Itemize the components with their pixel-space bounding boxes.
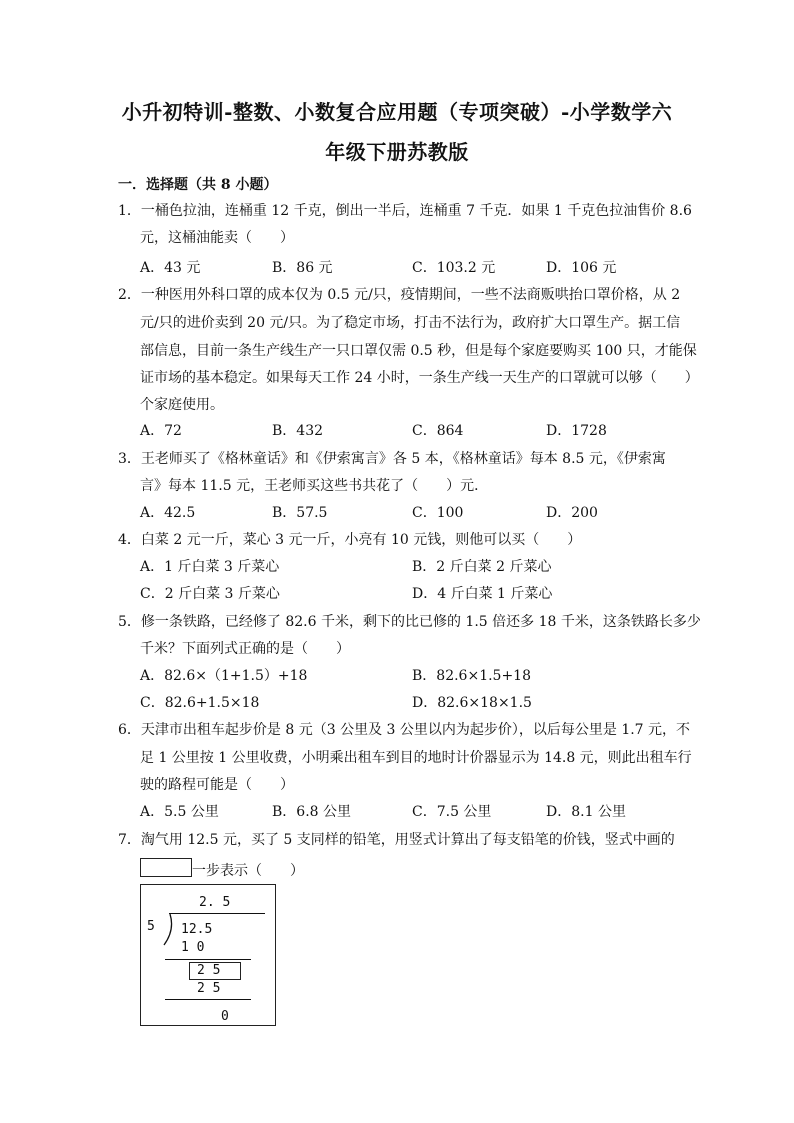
q7-line-1: 7．淘气用 12.5 元，买了 5 支同样的铅笔，用竖式计算出了每支铅笔的价钱，竖式中画的	[118, 832, 675, 848]
q5-option-d: D．82.6×18×1.5	[412, 695, 532, 711]
q6-option-c: C．7.5 公里	[412, 804, 492, 820]
q6-line-2: 足 1 公里按 1 公里收费，小明乘出租车到目的地时计价器显示为 14.8 元，则此出租车行	[140, 750, 692, 766]
q1-option-a: A．43 元	[140, 260, 201, 276]
q3-option-c: C．100	[412, 505, 464, 521]
q7-blank-box	[140, 858, 192, 877]
division-quotient: 2. 5	[199, 895, 231, 910]
q7-line-2: 一步表示（ ）	[192, 863, 304, 879]
division-boxed-digits: 2 5	[197, 963, 221, 978]
q2-line-4: 证市场的基本稳定。如果每天工作 24 小时，一条生产线一天生产的口罩就可以够（ ）	[140, 370, 699, 386]
q1-option-c: C．103.2 元	[412, 260, 496, 276]
q4-option-b: B．2 斤白菜 2 斤菜心	[412, 559, 552, 575]
q2-option-c: C．864	[412, 423, 464, 439]
q3-line-2: 言》每本 11.5 元，王老师买这些书共花了（ ）元．	[140, 478, 489, 494]
title-line-2: 年级下册苏教版	[325, 140, 469, 164]
q4-option-c: C．2 斤白菜 3 斤菜心	[140, 586, 280, 602]
q2-line-5: 个家庭使用。	[140, 397, 224, 413]
q1-option-b: B．86 元	[272, 260, 333, 276]
q4-line-1: 4．白菜 2 元一斤，菜心 3 元一斤，小亮有 10 元钱，则他可以买（ ）	[118, 532, 582, 548]
division-rule-2	[165, 999, 251, 1000]
section-heading: 一．选择题（共 8 小题）	[118, 177, 278, 193]
division-divisor: 5	[147, 919, 155, 934]
q5-option-c: C．82.6+1.5×18	[140, 695, 260, 711]
long-division-figure	[140, 884, 276, 1026]
q1-option-d: D．106 元	[546, 260, 617, 276]
q2-option-b: B．432	[272, 423, 324, 439]
q5-line-1: 5．修一条铁路，已经修了 82.6 千米，剩下的比已修的 1.5 倍还多 18 千米，这条铁路长多少	[118, 614, 701, 630]
division-step-1: 1 0	[181, 940, 205, 955]
division-bar	[169, 913, 265, 914]
title-line-1: 小升初特训-整数、小数复合应用题（专项突破）-小学数学六	[121, 100, 673, 124]
division-bracket-icon	[161, 913, 175, 947]
q4-option-a: A．1 斤白菜 3 斤菜心	[140, 559, 280, 575]
q5-option-b: B．82.6×1.5+18	[412, 668, 531, 684]
q6-option-b: B．6.8 公里	[272, 804, 352, 820]
q3-option-d: D．200	[546, 505, 598, 521]
q3-option-a: A．42.5	[140, 505, 196, 521]
q6-option-a: A．5.5 公里	[140, 804, 219, 820]
q2-line-1: 2．一种医用外科口罩的成本仅为 0.5 元/只，疫情期间，一些不法商贩哄抬口罩价格，从 2	[118, 287, 681, 303]
q3-line-1: 3．王老师买了《格林童话》和《伊索寓言》各 5 本，《格林童话》每本 8.5 元，《伊索寓	[118, 451, 666, 467]
q3-option-b: B．57.5	[272, 505, 328, 521]
division-step-2: 2 5	[197, 981, 221, 996]
q6-line-3: 驶的路程可能是（ ）	[140, 777, 294, 793]
division-remainder: 0	[221, 1009, 229, 1024]
q1-line-1: 1．一桶色拉油，连桶重 12 千克，倒出一半后，连桶重 7 千克．如果 1 千克色拉油售价 8.6	[118, 203, 692, 219]
division-rule-1	[165, 959, 251, 960]
q5-option-a: A．82.6×（1+1.5）+18	[140, 668, 308, 684]
q2-option-a: A．72	[140, 423, 182, 439]
q2-line-3: 部信息，目前一条生产线生产一只口罩仅需 0.5 秒，但是每个家庭要购买 100 只，才能保	[140, 343, 697, 359]
q2-line-2: 元/只的进价卖到 20 元/只。为了稳定市场，打击不法行为，政府扩大口罩生产。据工信	[140, 315, 681, 331]
q6-option-d: D．8.1 公里	[546, 804, 626, 820]
q1-line-2: 元，这桶油能卖（ ）	[140, 230, 294, 246]
q2-option-d: D．1728	[546, 423, 607, 439]
division-dividend: 12.5	[181, 922, 213, 937]
q5-line-2: 千米？下面列式正确的是（ ）	[140, 641, 350, 657]
q4-option-d: D．4 斤白菜 1 斤菜心	[412, 586, 553, 602]
q6-line-1: 6．天津市出租车起步价是 8 元（3 公里及 3 公里以内为起步价），以后每公里是 1.7 元，不	[118, 722, 691, 738]
